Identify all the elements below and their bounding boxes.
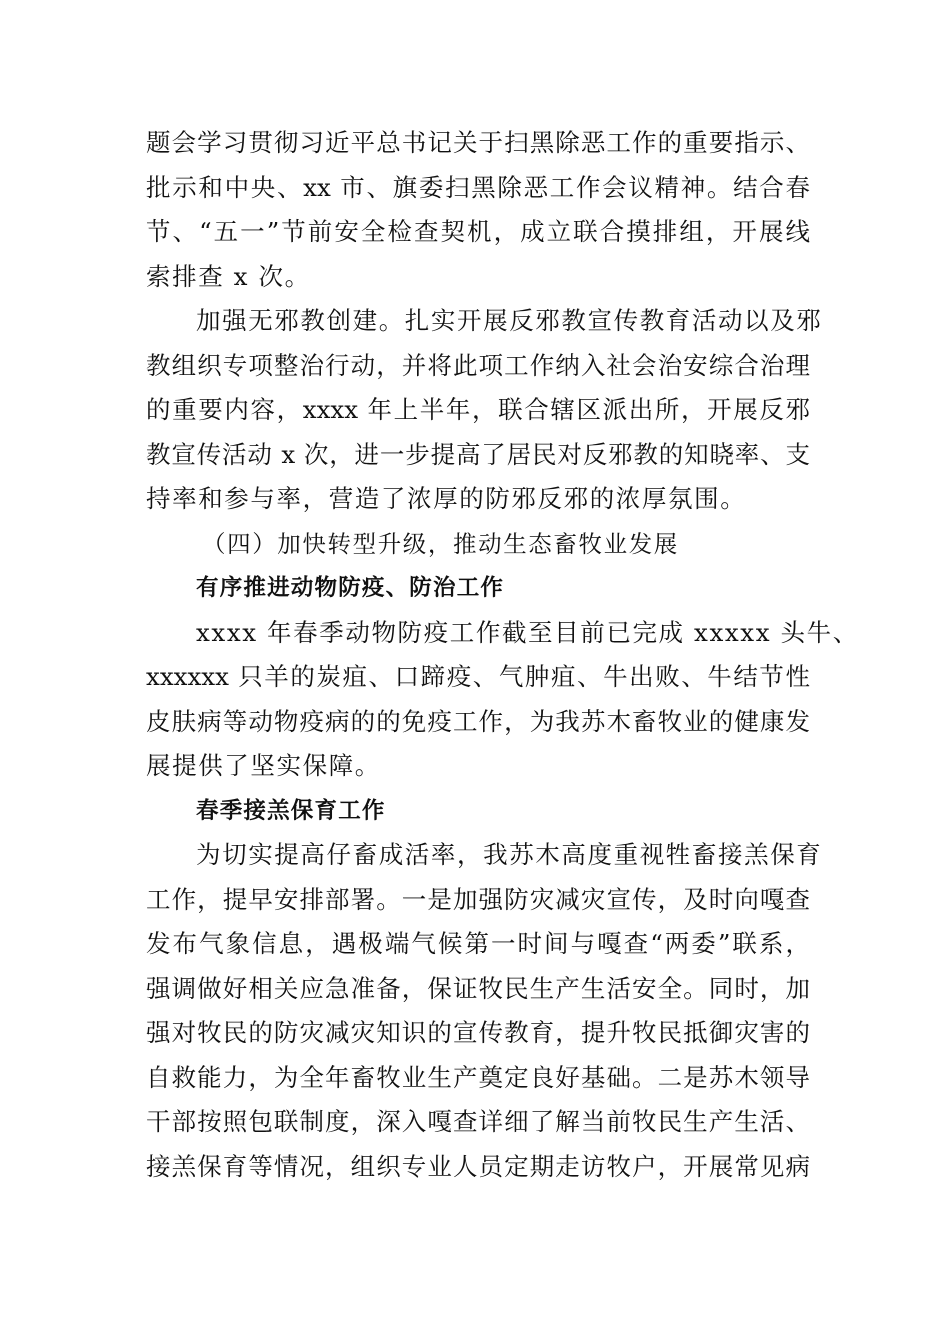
text-line: 干部按照包联制度，深入嘎查详细了解当前牧民生产生活、 bbox=[146, 1107, 810, 1136]
text-line: 批示和中央、xx 市、旗委扫黑除恶工作会议精神。结合春 bbox=[146, 172, 810, 202]
text-line: 的重要内容，xxxx 年上半年，联合辖区派出所，开展反邪 bbox=[146, 395, 810, 424]
text-line: 工作，提早安排部署。一是加强防灾减灾宣传，及时向嘎查 bbox=[146, 884, 810, 914]
section-subheading: （四）加快转型升级，推动生态畜牧业发展 bbox=[202, 529, 679, 558]
text-line: 接羔保育等情况，组织专业人员定期走访牧户，开展常见病 bbox=[146, 1151, 810, 1181]
text-line: 节、“五一”节前安全检查契机，成立联合摸排组，开展线 bbox=[146, 217, 810, 246]
text-line: xxxxxx 只羊的炭疽、口蹄疫、气肿疽、牛出败、牛结节性 bbox=[146, 662, 810, 691]
text-line: 皮肤病等动物疫病的的免疫工作，为我苏木畜牧业的健康发 bbox=[146, 706, 810, 736]
text-line: 发布气象信息，遇极端气候第一时间与嘎查“两委”联系， bbox=[146, 929, 810, 958]
text-line: 强对牧民的防灾减灾知识的宣传教育，提升牧民抵御灾害的 bbox=[146, 1018, 810, 1047]
document-body bbox=[146, 121, 859, 1189]
text-line: 索排查 x 次。 bbox=[146, 261, 311, 291]
text-line: 教宣传活动 x 次，进一步提高了居民对反邪教的知晓率、支 bbox=[146, 439, 810, 469]
text-line: xxxx 年春季动物防疫工作截至目前已完成 xxxxx 头牛、 bbox=[196, 617, 859, 647]
section-heading: 有序推进动物防疫、防治工作 bbox=[196, 575, 505, 601]
paragraph bbox=[146, 121, 810, 299]
text-line: 强调做好相关应急准备，保证牧民生产生活安全。同时，加 bbox=[146, 973, 810, 1003]
text-line: 题会学习贯彻习近平总书记关于扫黑除恶工作的重要指示、 bbox=[146, 128, 810, 157]
text-line: 为切实提高仔畜成活率，我苏木高度重视牲畜接羔保育 bbox=[196, 840, 823, 869]
text-line: 持率和参与率，营造了浓厚的防邪反邪的浓厚氛围。 bbox=[146, 484, 747, 513]
text-line: 加强无邪教创建。扎实开展反邪教宣传教育活动以及邪 bbox=[196, 306, 823, 335]
text-line: 自救能力，为全年畜牧业生产奠定良好基础。二是苏木领导 bbox=[146, 1062, 810, 1092]
paragraph bbox=[146, 611, 859, 789]
paragraph bbox=[146, 833, 823, 1189]
text-line: 展提供了坚实保障。 bbox=[146, 751, 381, 780]
paragraph bbox=[146, 299, 823, 522]
text-line: 教组织专项整治行动，并将此项工作纳入社会治安综合治理 bbox=[146, 350, 810, 380]
section-heading: 春季接羔保育工作 bbox=[196, 797, 386, 824]
